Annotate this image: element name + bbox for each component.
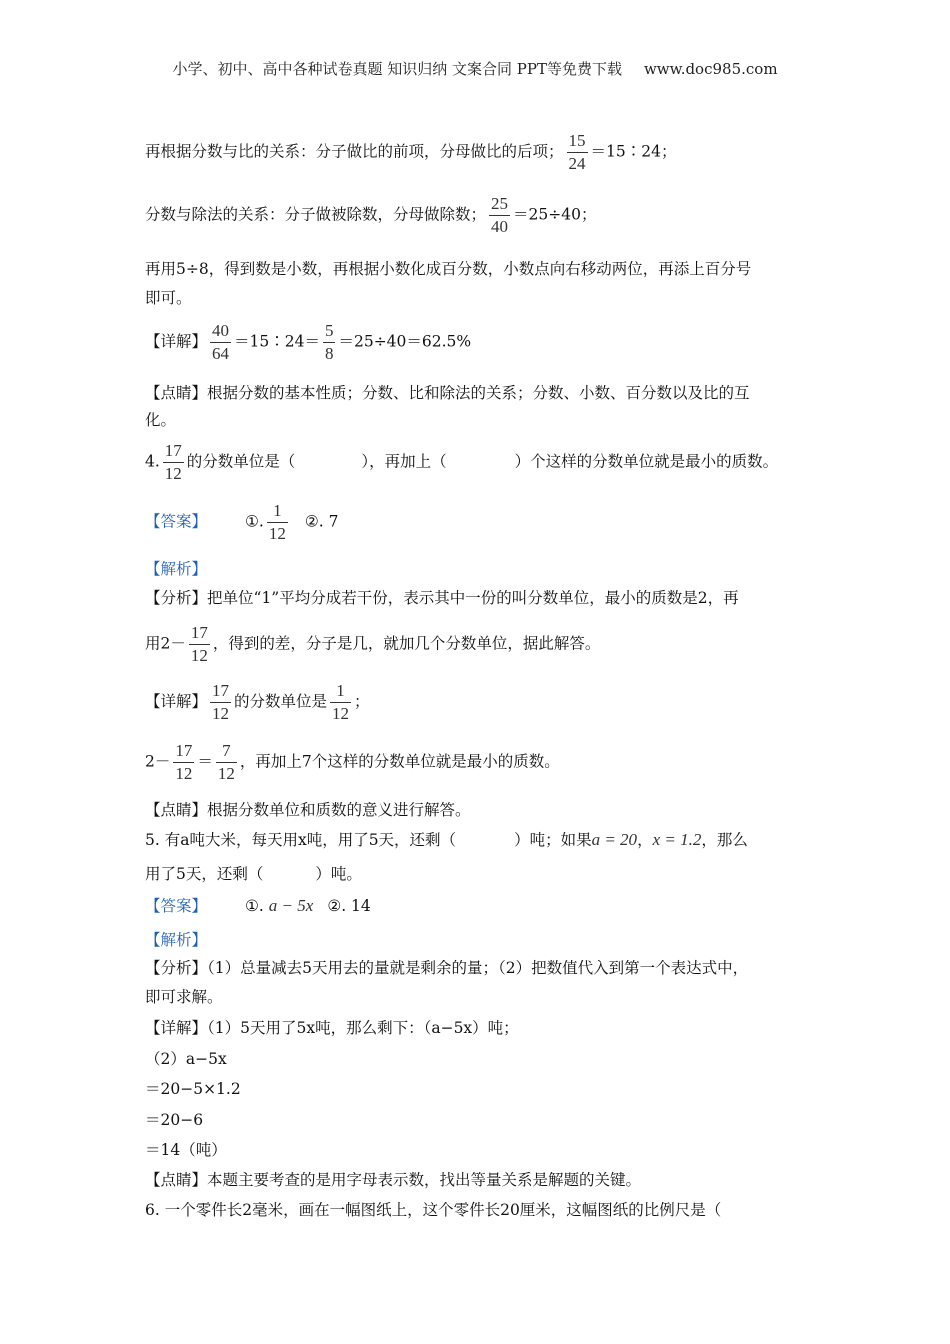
- q4-answer: 【答案】 ①. $\frac{1}{12}$ ②. 7: [145, 501, 339, 543]
- q4-detail: 【详解】 $\frac{17}{12}$ 的分数单位是 $\frac{1}{12}$ ；: [145, 681, 370, 723]
- answer-tag: 【答案】: [145, 512, 208, 531]
- fraction-17-12: $\frac{17}{12}$: [175, 741, 193, 783]
- q5-detail-step1: （2）a−5x: [145, 1050, 227, 1068]
- condition-a: a = 20: [591, 830, 638, 849]
- fraction-17-12: $\frac{17}{12}$: [164, 441, 182, 483]
- q3-detail: 【详解】 $\frac{40}{64}$ ＝15∶24＝ $\frac{5}{8}$ ＝25÷40＝62.5%: [145, 321, 472, 363]
- q5-question: 5. 有a吨大米，每天用x吨，用了5天，还剩（ ）吨；如果a = 20，x = 1.2，那么: [145, 830, 748, 849]
- q4-analysis-cont: 用2－ $\frac{17}{12}$ ，得到的差，分子是几，就加几个分数单位，据此解答。: [145, 623, 601, 665]
- fraction-1-12: $\frac{1}{12}$: [268, 501, 286, 543]
- q6-question: 6. 一个零件长2毫米，画在一幅图纸上，这个零件长20厘米，这幅图纸的比例尺是（: [145, 1201, 722, 1219]
- fraction-15-24: $\frac{15}{24}$: [568, 131, 586, 173]
- q5-question-cont: 用了5天，还剩（ ）吨。: [145, 865, 362, 883]
- q4-jiexi: [145, 559, 207, 579]
- q4-analysis: 【分析】把单位“1”平均分成若干份，表示其中一份的叫分数单位，最小的质数是2，再: [145, 589, 739, 607]
- jiexi-tag: 【解析】: [145, 931, 208, 949]
- fraction-25-40: $\frac{25}{40}$: [491, 194, 509, 236]
- q3-point-cont: 化。: [145, 411, 177, 429]
- answer-tag: 【答案】: [145, 897, 208, 915]
- analysis-tag: 【分析】: [145, 959, 208, 977]
- q4-point: 【点睛】根据分数单位和质数的意义进行解答。: [145, 801, 471, 819]
- point-tag: 【点睛】: [145, 1171, 208, 1189]
- page-header: [0, 58, 950, 79]
- jiexi-tag: 【解析】: [145, 560, 208, 578]
- q3-point: 【点睛】根据分数的基本性质；分数、比和除法的关系；分数、小数、百分数以及比的互: [145, 384, 750, 402]
- fraction-40-64: $\frac{40}{64}$: [212, 321, 230, 363]
- detail-tag: 【详解】: [145, 1019, 208, 1037]
- point-tag: 【点睛】: [145, 801, 208, 819]
- fraction-5-8: $\frac{5}{8}$: [324, 321, 334, 363]
- point-tag: 【点睛】: [145, 384, 208, 402]
- q3-line-ratio: 再根据分数与比的关系：分子做比的前项，分母做比的后项； $\frac{15}{24}$ ＝15∶24；: [145, 131, 677, 173]
- fraction-17-12: $\frac{17}{12}$: [212, 681, 230, 723]
- q5-detail: 【详解】（1）5天用了5x吨，那么剩下：（a−5x）吨；: [145, 1019, 519, 1037]
- detail-tag: 【详解】: [145, 332, 208, 351]
- q5-detail-step2: ＝20−5×1.2: [145, 1080, 241, 1098]
- fraction-7-12: $\frac{7}{12}$: [217, 741, 235, 783]
- analysis-tag: 【分析】: [145, 589, 208, 607]
- q3-line-done: 即可。: [145, 289, 192, 307]
- q5-jiexi: [145, 930, 207, 950]
- q5-analysis-cont: 即可求解。: [145, 988, 223, 1006]
- q5-detail-step4: ＝14（吨）: [145, 1141, 227, 1159]
- q4-calc: 2－ $\frac{17}{12}$ ＝ $\frac{7}{12}$ ，再加上7个这样的分数单位就是最小的质数。: [145, 741, 560, 783]
- q4-question: 4. $\frac{17}{12}$ 的分数单位是（ ），再加上（ ）个这样的分数单位就是最小的质数。: [145, 441, 779, 483]
- header-website: www.doc985.com: [643, 60, 778, 78]
- q5-detail-step3: ＝20−6: [145, 1111, 204, 1129]
- detail-tag: 【详解】: [145, 692, 208, 711]
- q3-line-decimal: 再用5÷8，得到数是小数，再根据小数化成百分数，小数点向右移动两位，再添上百分号: [145, 260, 752, 278]
- fraction-17-12: $\frac{17}{12}$: [190, 623, 208, 665]
- condition-x: x = 1.2: [652, 830, 702, 849]
- header-left-text: 小学、初中、高中各种试卷真题 知识归纳 文案合同 PPT等免费下载: [172, 60, 622, 78]
- q3-line-division: 分数与除法的关系：分子做被除数，分母做除数； $\frac{25}{40}$ ＝25÷40；: [145, 194, 597, 236]
- q5-answer: 【答案】 ①. a − 5x ②. 14: [145, 896, 371, 915]
- fraction-1-12: $\frac{1}{12}$: [332, 681, 350, 723]
- answer-expression: a − 5x: [268, 896, 314, 915]
- q5-analysis: 【分析】（1）总量减去5天用去的量就是剩余的量；（2）把数值代入到第一个表达式中，: [145, 959, 749, 977]
- q5-point: 【点睛】本题主要考查的是用字母表示数，找出等量关系是解题的关键。: [145, 1171, 642, 1189]
